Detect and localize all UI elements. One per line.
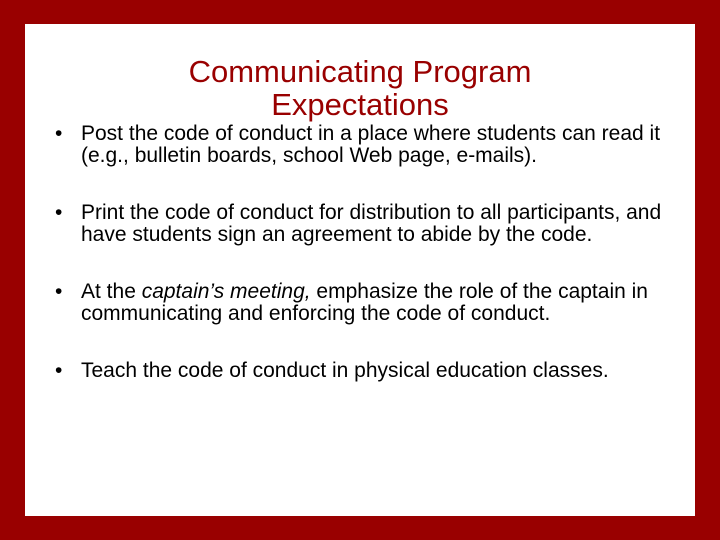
bullet-dot-icon: • — [55, 122, 63, 145]
bullet-item-print-code — [55, 202, 685, 246]
bullet-text-after: emphasize the role of the captain in communicating and enforcing the code of conduct. — [81, 280, 648, 325]
bullet-dot-icon: • — [55, 201, 63, 224]
slide-title-line-1: Communicating Program — [188, 53, 532, 89]
bullet-text: Post the code of conduct in a place where students can read it (e.g., bulletin boards, school Web page, e-mails). — [81, 122, 661, 167]
bullet-dot-icon: • — [55, 280, 63, 303]
bullet-text-before: At the — [81, 280, 142, 303]
bullet-item-teach-code — [55, 360, 685, 382]
slide-title-line-2: Expectations — [271, 86, 449, 122]
bullet-dot-icon: • — [55, 359, 63, 382]
bullet-text: Print the code of conduct for distribution to all participants, and have students sign an agreement to abide by the code. — [81, 201, 662, 246]
bullet-item-captains-meeting — [55, 281, 685, 325]
bullet-list — [55, 123, 685, 417]
bullet-text-emphasis: captain’s meeting, — [141, 280, 311, 303]
slide-title — [25, 55, 695, 121]
bullet-item-post-code — [55, 123, 685, 167]
slide-panel — [25, 24, 695, 516]
bullet-text: Teach the code of conduct in physical education classes. — [81, 359, 609, 382]
